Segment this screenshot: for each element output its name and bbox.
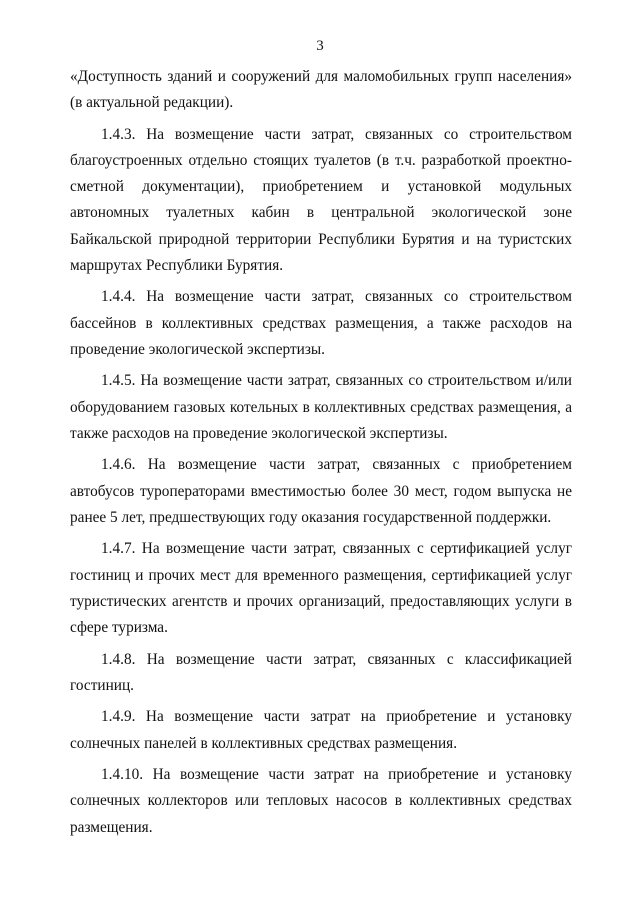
document-body bbox=[70, 64, 572, 846]
paragraph-1-4-7: 1.4.7. На возмещение части затрат, связанных с сертификацией услуг гостиниц и прочих мест для временного размещения, сертификацией услуг туристических агентств и прочих организаций, предоставляющих услуги в сфере туризма. bbox=[70, 540, 572, 637]
paragraph-accessibility-continuation: «Доступность зданий и сооружений для маломобильных групп населения» (в актуальной редакции). bbox=[70, 68, 572, 112]
paragraph-1-4-6: 1.4.6. На возмещение части затрат, связанных с приобретением автобусов туроператорами вместимостью более 30 мест, годом выпуска не ранее 5 лет, предшествующих году оказания государственной поддержки. bbox=[70, 456, 572, 526]
paragraph-1-4-8: 1.4.8. На возмещение части затрат, связанных с классификацией гостиниц. bbox=[70, 650, 572, 694]
page-number: 3 bbox=[316, 38, 324, 54]
paragraph-1-4-9: 1.4.9. На возмещение части затрат на приобретение и установку солнечных панелей в коллективных средствах размещения. bbox=[70, 708, 572, 752]
paragraph-1-4-5: 1.4.5. На возмещение части затрат, связанных со строительством и/или оборудованием газовых котельных в коллективных средствах размещения, а также расходов на проведение экологической экспертизы. bbox=[70, 372, 572, 442]
paragraph-1-4-10: 1.4.10. На возмещение части затрат на приобретение и установку солнечных коллекторов или тепловых насосов в коллективных средствах размещения. bbox=[70, 766, 572, 836]
paragraph-1-4-3: 1.4.3. На возмещение части затрат, связанных со строительством благоустроенных отдельно стоящих туалетов (в т.ч. разработкой проектно-сметной документации), приобретением и установкой модульных автономных туалетных кабин в центральной экологической зоне Байкальской природной территории Республики Бурятия и на туристских маршрутах Республики Бурятия. bbox=[70, 125, 572, 274]
paragraph-1-4-4: 1.4.4. На возмещение части затрат, связанных со строительством бассейнов в коллективных средствах размещения, а также расходов на проведение экологической экспертизы. bbox=[70, 288, 572, 358]
